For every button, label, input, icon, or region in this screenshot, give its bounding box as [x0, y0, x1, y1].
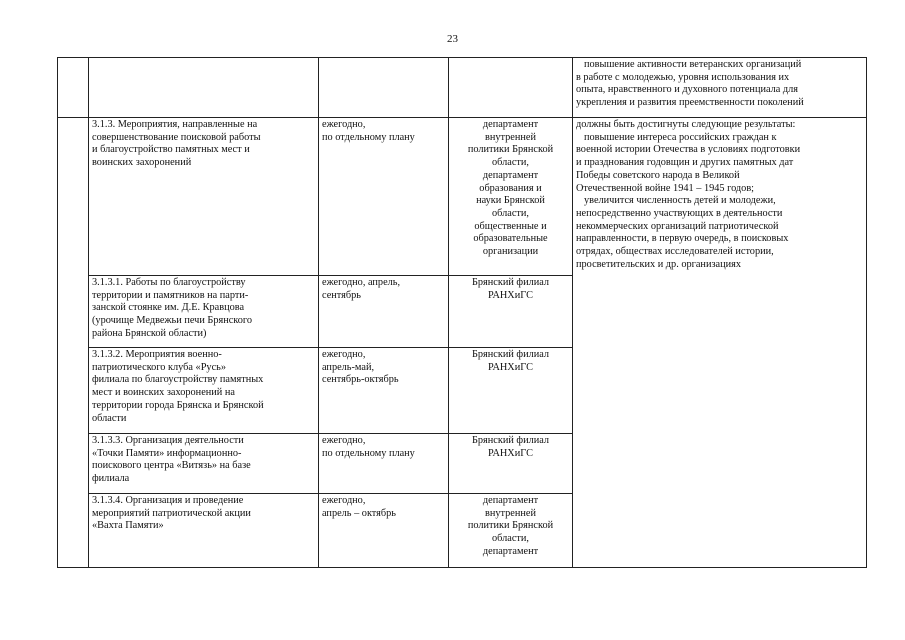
term-line: апрель-май,: [322, 361, 375, 373]
event-name-cell: [89, 276, 319, 348]
executor-line: внутренней: [485, 507, 536, 519]
executor-line: политики Брянской: [467, 144, 554, 156]
term-cell: [319, 118, 449, 276]
executor-cell: [449, 276, 573, 348]
executor-line: Брянский филиал: [471, 277, 550, 288]
event-name-line: 3.1.3.3. Организация деятельности: [92, 435, 244, 446]
event-name-line: территории города Брянска и Брянской: [92, 399, 264, 411]
executor-line: департамент: [482, 495, 539, 506]
event-name-line: (урочище Медвежьи печи Брянского: [92, 315, 253, 327]
event-name-line: поискового центра «Витязь» на базе: [92, 460, 251, 472]
event-name-line: 3.1.3. Мероприятия, направленные на: [92, 119, 258, 130]
term-line: ежегодно,: [322, 349, 366, 360]
num-cell: [58, 58, 89, 118]
executor-line: РАНХиГС: [488, 447, 533, 459]
result-line: просветительских и др. организациях: [576, 258, 742, 270]
event-name-line: патриотического клуба «Русь»: [92, 361, 226, 373]
executor-line: науки Брянской: [476, 195, 545, 207]
event-name-cell: [89, 118, 319, 276]
event-name-cell: [89, 348, 319, 434]
term-cell: [319, 276, 449, 348]
result-line: Отечественной войне 1941 – 1945 годов;: [576, 182, 755, 194]
event-name-line: филиала по благоустройству памятных: [92, 374, 264, 386]
term-cell: [319, 58, 449, 118]
executor-line: организации: [482, 246, 539, 258]
executor-line: области,: [492, 157, 529, 169]
event-name-line: занской стоянке им. Д.Е. Кравцова: [92, 302, 245, 314]
executor-line: департамент: [482, 545, 539, 557]
page-number: 23: [447, 33, 458, 45]
result-line: увеличится численность детей и молодежи,: [584, 195, 776, 207]
term-line: апрель – октябрь: [322, 507, 396, 519]
event-name-line: области: [92, 412, 127, 424]
executor-cell: [449, 118, 573, 276]
event-name-line: мероприятий патриотической акции: [92, 507, 251, 519]
executor-cell: [449, 348, 573, 434]
term-cell: [319, 434, 449, 494]
executor-cell: [449, 494, 573, 568]
executor-line: области,: [492, 533, 529, 545]
executor-cell: [449, 58, 573, 118]
executor-line: Брянский филиал: [471, 435, 550, 446]
term-cell: [319, 494, 449, 568]
executor-line: общественные и: [474, 220, 547, 232]
results-cell: [573, 118, 867, 568]
executor-line: политики Брянской: [467, 520, 554, 532]
executor-line: департамент: [482, 169, 539, 181]
result-line: повышение интереса российских граждан к: [584, 131, 777, 143]
table-row-continuation: [58, 58, 867, 118]
result-line: некоммерческих организаций патриотической: [576, 220, 779, 232]
event-name-cell: [89, 494, 319, 568]
event-name-line: филиала: [92, 473, 130, 485]
event-name-cell: [89, 434, 319, 494]
executor-line: внутренней: [485, 131, 536, 143]
event-name-line: совершенствование поисковой работы: [92, 131, 261, 143]
executor-line: образования и: [479, 182, 542, 194]
event-name-line: «Точки Памяти» информационно-: [92, 447, 242, 459]
result-line: должны быть достигнуты следующие результаты:: [576, 119, 796, 130]
result-line: отрядах, обществах исследователей истории,: [576, 246, 774, 258]
term-line: сентябрь: [322, 289, 361, 301]
event-name-line: района Брянской области): [92, 327, 207, 339]
result-line: и празднования годовщин и других памятных дат: [576, 157, 794, 169]
term-line: ежегодно,: [322, 119, 366, 130]
result-line: военной истории Отечества в условиях подготовки: [576, 144, 801, 156]
executor-line: Брянский филиал: [471, 349, 550, 360]
event-name-line: «Вахта Памяти»: [92, 520, 164, 532]
term-line: ежегодно, апрель,: [322, 277, 401, 288]
result-cell-top: [573, 58, 867, 118]
num-cell: [58, 118, 89, 568]
executor-line: департамент: [482, 119, 539, 130]
result-line: непосредственно участвующих в деятельности: [576, 207, 783, 219]
term-cell: [319, 348, 449, 434]
event-name-line: территории и памятников на парти-: [92, 289, 249, 301]
term-line: по отдельному плану: [322, 131, 415, 143]
event-name-line: и благоустройство памятных мест и: [92, 144, 250, 156]
table-row-3-1-3: [58, 118, 867, 276]
executor-line: РАНХиГС: [488, 289, 533, 301]
result-line: Победы советского народа в Великой: [576, 169, 740, 181]
event-name-line: воинских захоронений: [92, 157, 192, 169]
term-line: по отдельному плану: [322, 447, 415, 459]
executor-line: образовательные: [473, 233, 548, 245]
result-line: направленности, в первую очередь, в поисковых: [576, 233, 789, 245]
executor-cell: [449, 434, 573, 494]
event-name-line: 3.1.3.2. Мероприятия военно-: [92, 349, 222, 360]
result-line: в работе с молодежью, уровня использования их: [576, 71, 790, 83]
result-line: опыта, нравственного и духовного потенциала для: [576, 84, 799, 96]
event-name-line: мест и воинских захоронений на: [92, 387, 235, 399]
result-line: повышение активности ветеранских организаций: [584, 59, 802, 70]
event-name-cell: [89, 58, 319, 118]
term-line: ежегодно,: [322, 435, 366, 446]
event-name-line: 3.1.3.4. Организация и проведение: [92, 495, 244, 506]
term-line: ежегодно,: [322, 495, 366, 506]
result-line: укрепления и развития преемственности поколений: [576, 97, 804, 109]
plan-table: [57, 57, 867, 568]
executor-line: РАНХиГС: [488, 361, 533, 373]
term-line: сентябрь-октябрь: [322, 374, 399, 386]
event-name-line: 3.1.3.1. Работы по благоустройству: [92, 277, 246, 288]
executor-line: области,: [492, 207, 529, 219]
